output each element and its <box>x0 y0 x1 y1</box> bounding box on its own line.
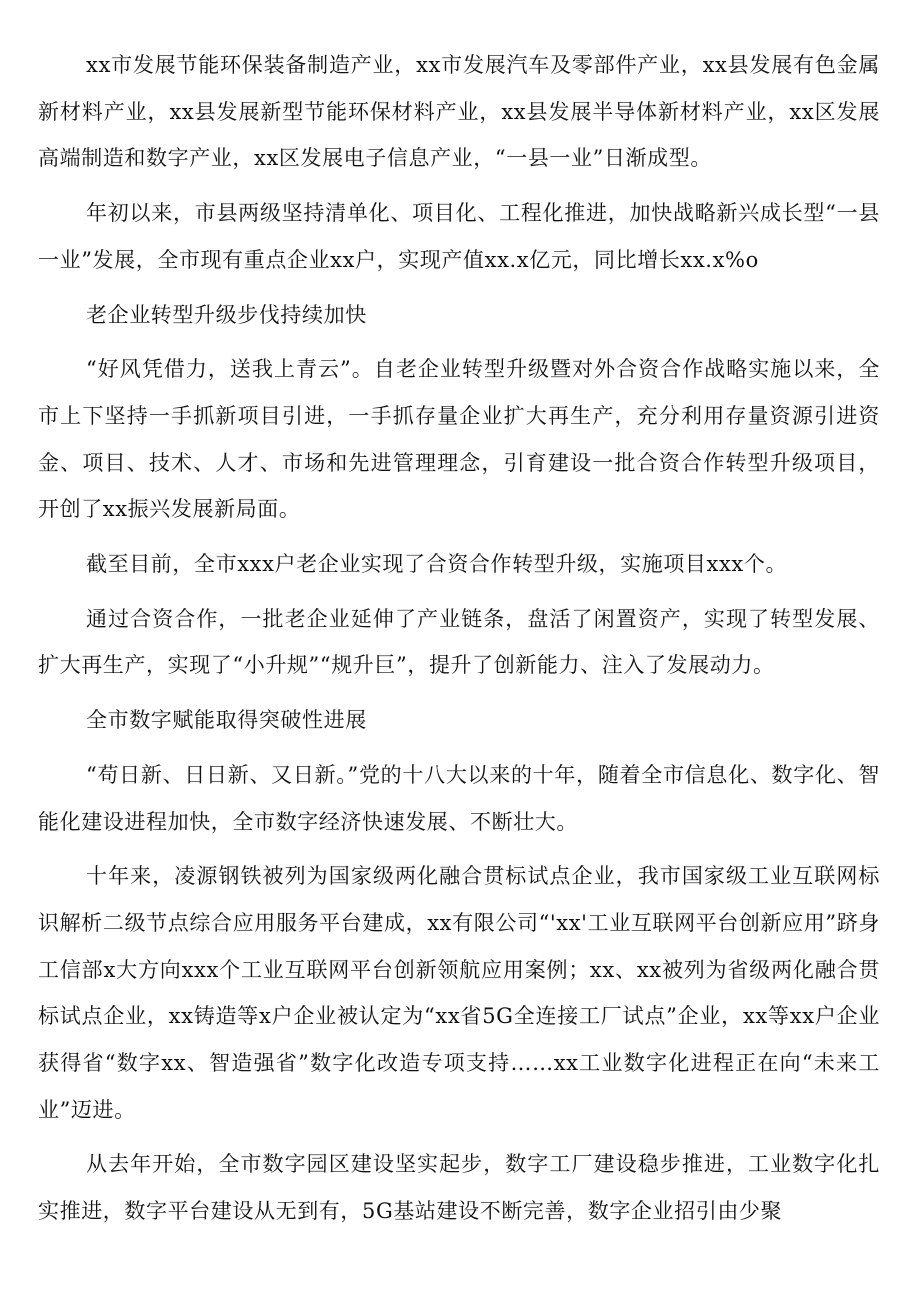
section-heading-old-enterprise-upgrade: 老企业转型升级步伐持续加快 <box>86 302 367 327</box>
paragraph-joint-venture-strategy: “好风凭借力，送我上青云”。自老企业转型升级暨对外合资合作战略实施以来，全市上下坚持一手抓新项目引进，一手抓存量企业扩大再生产，充分利用存量资源引进资金、项目、技术、人才、市场和先进管理理念，引育建设一批合资合作转型升级项目，开创了xx振兴发展新局面。 <box>38 357 880 522</box>
section-heading-digital-empowerment: 全市数字赋能取得突破性进展 <box>86 708 367 733</box>
paragraph-industries: xx市发展节能环保装备制造产业，xx市发展汽车及零部件产业，xx县发展有色金属新材料产业，xx县发展新型节能环保材料产业，xx县发展半导体新材料产业，xx区发展高端制造和数字产业，xx区发展电子信息产业，“一县一业”日渐成型。 <box>38 53 880 171</box>
paragraph-digital-decade: “苟日新、日日新、又日新。”党的十八大以来的十年，随着全市信息化、数字化、智能化建设进程加快，全市数字经济快速发展、不断壮大。 <box>38 762 880 834</box>
paragraph-one-county-one-industry: 年初以来，市县两级坚持清单化、项目化、工程化推进，加快战略新兴成长型“一县一业”发展，全市现有重点企业xx户，实现产值xx.x亿元，同比增长xx.x%o <box>38 201 880 272</box>
paragraph-upgrade-results: 通过合资合作，一批老企业延伸了产业链条，盘活了闲置资产，实现了转型发展、扩大再生产，实现了“小升规”“规升巨”，提升了创新能力、注入了发展动力。 <box>38 606 880 678</box>
paragraph-upgrade-count: 截至目前，全市xxx户老企业实现了合资合作转型升级，实施项目xxx个。 <box>86 552 788 577</box>
paragraph-industrial-internet: 十年来，凌源钢铁被列为国家级两化融合贯标试点企业，我市国家级工业互联网标识解析二级节点综合应用服务平台建成，xx有限公司“'xx'工业互联网平台创新应用”跻身工信部x大方向xxx个工业互联网平台创新领航应用案例；xx、xx被列为省级两化融合贯标试点企业，xx铸造等x户企业被认定为“xx省5G全连接工厂试点”企业，xx等xx户企业获得省“数字xx、智造强省”数字化改造专项支持……xx工业数字化进程正在向“未来工业”迈进。 <box>38 864 880 1122</box>
document-body <box>38 42 880 1243</box>
paragraph-digital-park: 从去年开始，全市数字园区建设坚实起步，数字工厂建设稳步推进，工业数字化扎实推进，数字平台建设从无到有，5G基站建设不断完善，数字企业招引由少聚 <box>38 1152 880 1224</box>
